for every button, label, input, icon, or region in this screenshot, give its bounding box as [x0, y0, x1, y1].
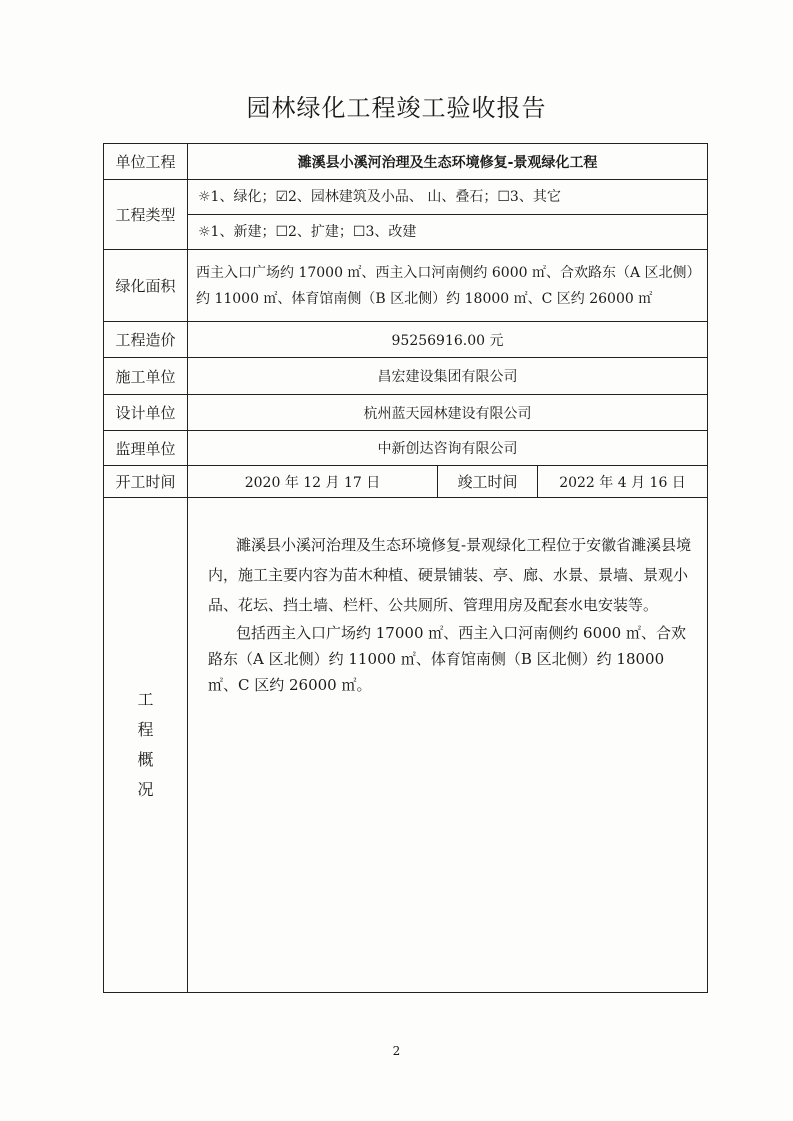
label-project-unit: 单位工程 [104, 144, 188, 180]
value-cost: 95256916.00 元 [188, 322, 708, 358]
label-designer: 设计单位 [104, 395, 188, 431]
row-project-unit [104, 144, 708, 180]
label-supervisor: 监理单位 [104, 431, 188, 466]
overview-label-char: 工 [137, 690, 154, 709]
row-supervisor [104, 431, 708, 466]
acceptance-report-table [103, 143, 708, 993]
value-project-unit: 濉溪县小溪河治理及生态环境修复-景观绿化工程 [188, 144, 708, 180]
value-start-date: 2020 年 12 月 17 日 [188, 466, 438, 498]
row-dates [104, 466, 708, 498]
overview-label-char: 况 [137, 780, 154, 799]
project-type-line-2: ☼1、新建；☐2、扩建；☐3、改建 [188, 214, 707, 249]
label-end-date: 竣工时间 [438, 466, 538, 498]
row-contractor [104, 358, 708, 395]
row-overview [104, 498, 708, 993]
green-area-line-2: 约 11000 ㎡、体育馆南侧（B 区北侧）约 18000 ㎡、C 区约 26000 ㎡ [196, 290, 653, 307]
row-designer [104, 395, 708, 431]
label-project-type: 工程类型 [104, 180, 188, 250]
value-contractor: 昌宏建设集团有限公司 [188, 358, 708, 395]
overview-paragraph-1: 濉溪县小溪河治理及生态环境修复-景观绿化工程位于安徽省濉溪县境内，施工主要内容为苗木种植、硬景铺装、亭、廊、水景、景墙、景观小品、花坛、挡土墙、栏杆、公共厕所、管理用房及配套水电安装等。 [208, 536, 692, 614]
overview-label-char: 程 [137, 720, 154, 739]
project-type-line-1: ☼1、绿化；☑2、园林建筑及小品、 山、叠石；☐3、其它 [198, 189, 561, 205]
label-cost: 工程造价 [104, 322, 188, 358]
page-title: 园林绿化工程竣工验收报告 [246, 94, 547, 122]
green-area-line-1: 西主入口广场约 17000 ㎡、西主入口河南侧约 6000 ㎡、合欢路东（A 区北侧） [196, 264, 701, 281]
label-green-area: 绿化面积 [104, 250, 188, 322]
row-green-area [104, 250, 708, 322]
value-designer: 杭州蓝天园林建设有限公司 [188, 395, 708, 431]
row-project-type [104, 180, 708, 250]
overview-content [188, 498, 708, 993]
page-number: 2 [392, 1044, 401, 1058]
value-supervisor: 中新创达咨询有限公司 [188, 431, 708, 466]
label-overview [104, 498, 188, 993]
label-contractor: 施工单位 [104, 358, 188, 395]
overview-label-char: 概 [137, 750, 154, 769]
label-start-date: 开工时间 [104, 466, 188, 498]
overview-paragraph-2: 包括西主入口广场约 17000 ㎡、西主入口河南侧约 6000 ㎡、合欢路东（A 区北侧）约 11000 ㎡、体育馆南侧（B 区北侧）约 18000 ㎡、C 区约 26000 ㎡。 [208, 624, 686, 694]
value-end-date: 2022 年 4 月 16 日 [538, 466, 708, 498]
row-cost [104, 322, 708, 358]
